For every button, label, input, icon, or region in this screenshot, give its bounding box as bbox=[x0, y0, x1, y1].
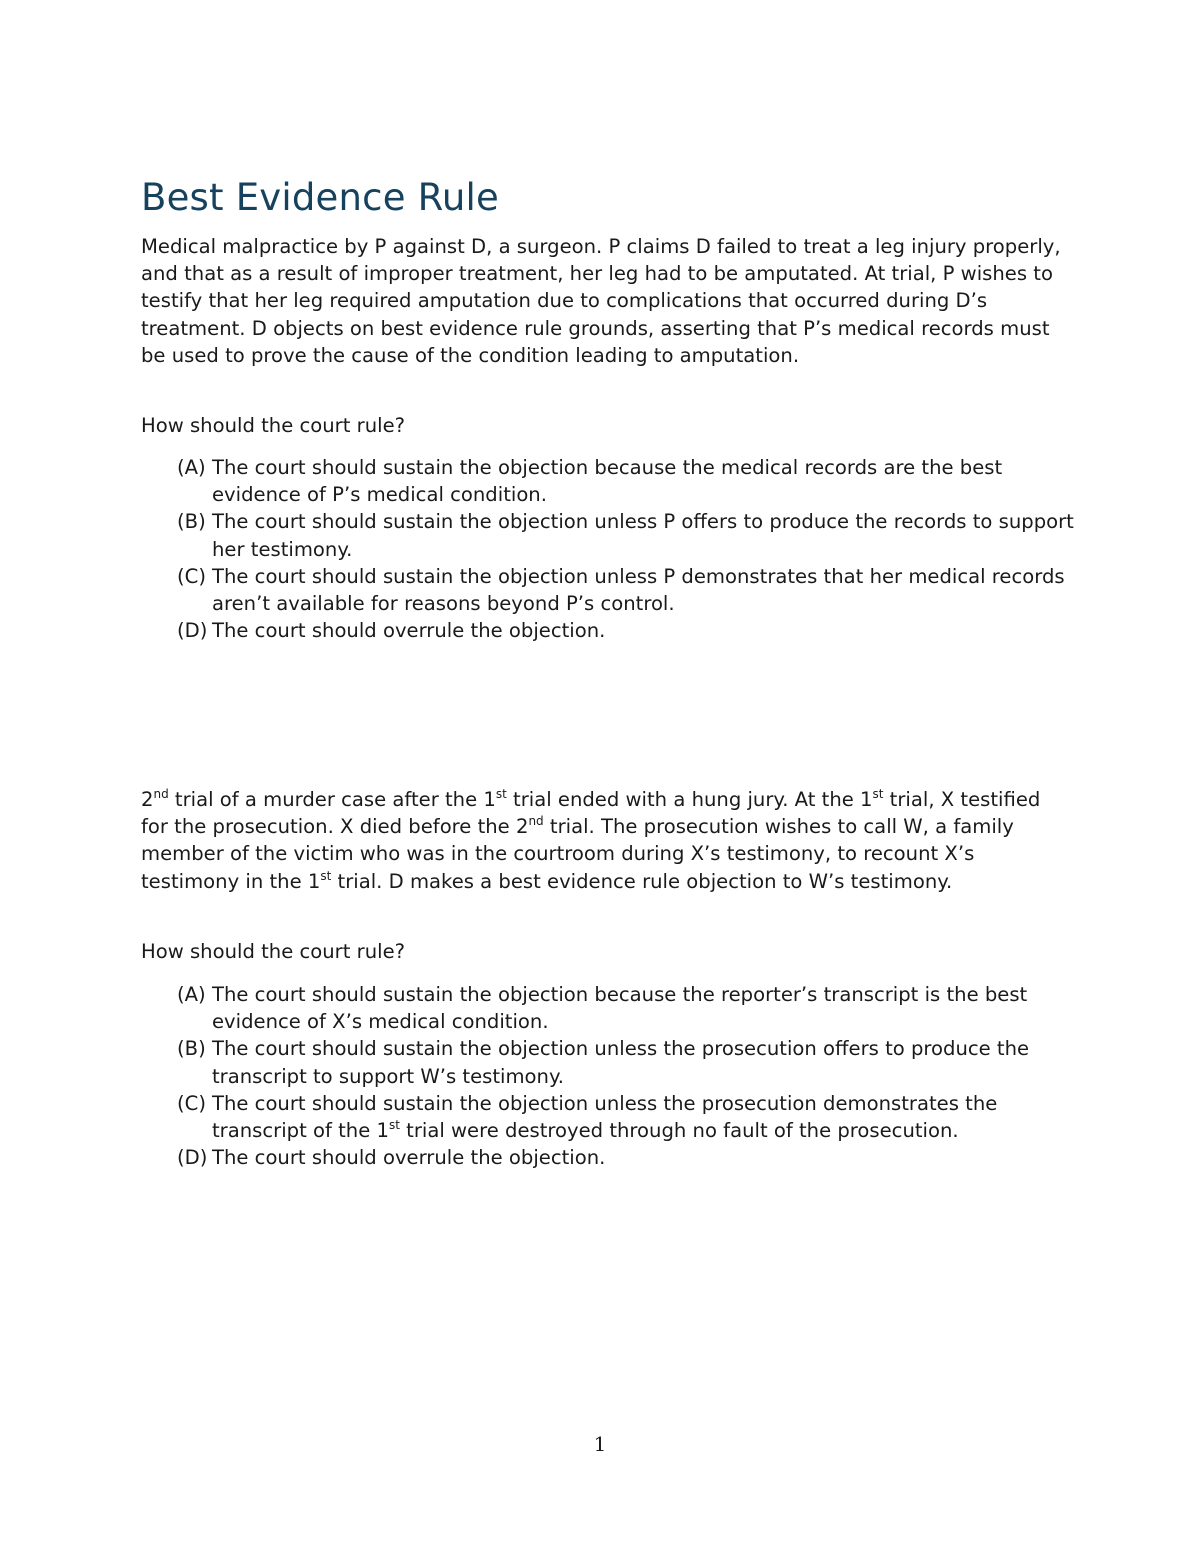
option-letter: (D) bbox=[177, 619, 208, 643]
text-run: trial. D makes a best evidence rule objection to W’s testimony. bbox=[331, 869, 953, 893]
problem1-question: How should the court rule? bbox=[141, 414, 406, 437]
text-run: The court should sustain the objection unless the prosecution demonstrates the transcript of the 1 bbox=[212, 1091, 998, 1143]
problem2-option-a bbox=[177, 981, 1077, 1035]
problem1-option-d bbox=[177, 617, 1077, 644]
option-letter: (A) bbox=[177, 456, 206, 479]
problem2-fact-pattern bbox=[141, 786, 1071, 895]
problem1-option-b bbox=[177, 508, 1077, 562]
problem1-option-c bbox=[177, 563, 1077, 617]
option-text: The court should overrule the objection. bbox=[212, 619, 606, 643]
problem2-option-b bbox=[177, 1035, 1077, 1089]
text-run: trial ended with a hung jury. At the 1 bbox=[506, 788, 873, 811]
option-letter: (D) bbox=[177, 1146, 208, 1170]
page-title: Best Evidence Rule bbox=[141, 176, 499, 219]
problem2-option-c bbox=[177, 1090, 1077, 1144]
option-text: The court should sustain the objection unless the prosecution offers to produce the transcript to support W’s testimony. bbox=[212, 1037, 1030, 1088]
option-letter: (C) bbox=[177, 564, 206, 588]
text-run: 2 bbox=[141, 788, 154, 811]
text-run: trial. The prosecution wishes to call W, a family member of the victim who was in the courtroom during X’s testimony, to recount X’s testimony in the 1 bbox=[141, 815, 1014, 893]
problem1-fact-pattern: Medical malpractice by P against D, a surgeon. P claims D failed to treat a leg injury properly, and that as a result of improper treatment, her leg had to be amputated. At trial, P wishes to testify that her leg required amputation due to complications that occurred during D’s treatment. D objects on best evidence rule grounds, asserting that P’s medical records must be used to prove the cause of the condition leading to amputation. bbox=[141, 235, 1061, 367]
ordinal-suffix: st bbox=[320, 868, 332, 883]
option-text: The court should sustain the objection because the medical records are the best evidence of P’s medical condition. bbox=[212, 456, 1003, 507]
problem1-option-a bbox=[177, 454, 1077, 508]
option-letter: (A) bbox=[177, 983, 206, 1006]
ordinal-suffix: nd bbox=[153, 787, 169, 801]
ordinal-suffix: st bbox=[388, 1118, 400, 1133]
option-text: The court should sustain the objection unless P offers to produce the records to support her testimony. bbox=[212, 510, 1074, 561]
option-text: The court should sustain the objection because the reporter’s transcript is the best evidence of X’s medical condition. bbox=[212, 983, 1028, 1034]
problem2-question: How should the court rule? bbox=[141, 940, 406, 963]
problem1-options bbox=[177, 454, 1077, 644]
ordinal-suffix: st bbox=[872, 787, 884, 801]
option-letter: (B) bbox=[177, 1037, 206, 1061]
ordinal-suffix: st bbox=[495, 787, 507, 801]
text-run: trial, X testified for the prosecution. X died before the 2 bbox=[141, 788, 1041, 839]
option-text: The court should overrule the objection. bbox=[212, 1146, 606, 1170]
problem2-options bbox=[177, 981, 1077, 1171]
option-text: The court should sustain the objection unless P demonstrates that her medical records aren’t available for reasons beyond P’s control. bbox=[212, 564, 1065, 616]
option-letter: (B) bbox=[177, 510, 206, 534]
ordinal-suffix: nd bbox=[528, 814, 544, 829]
page-number: 1 bbox=[593, 1432, 607, 1456]
option-text bbox=[212, 1092, 997, 1142]
problem2-option-d bbox=[177, 1144, 1077, 1171]
text-run: trial were destroyed through no fault of the prosecution. bbox=[399, 1119, 959, 1143]
text-run: trial of a murder case after the 1 bbox=[168, 788, 496, 811]
option-letter: (C) bbox=[177, 1091, 206, 1115]
